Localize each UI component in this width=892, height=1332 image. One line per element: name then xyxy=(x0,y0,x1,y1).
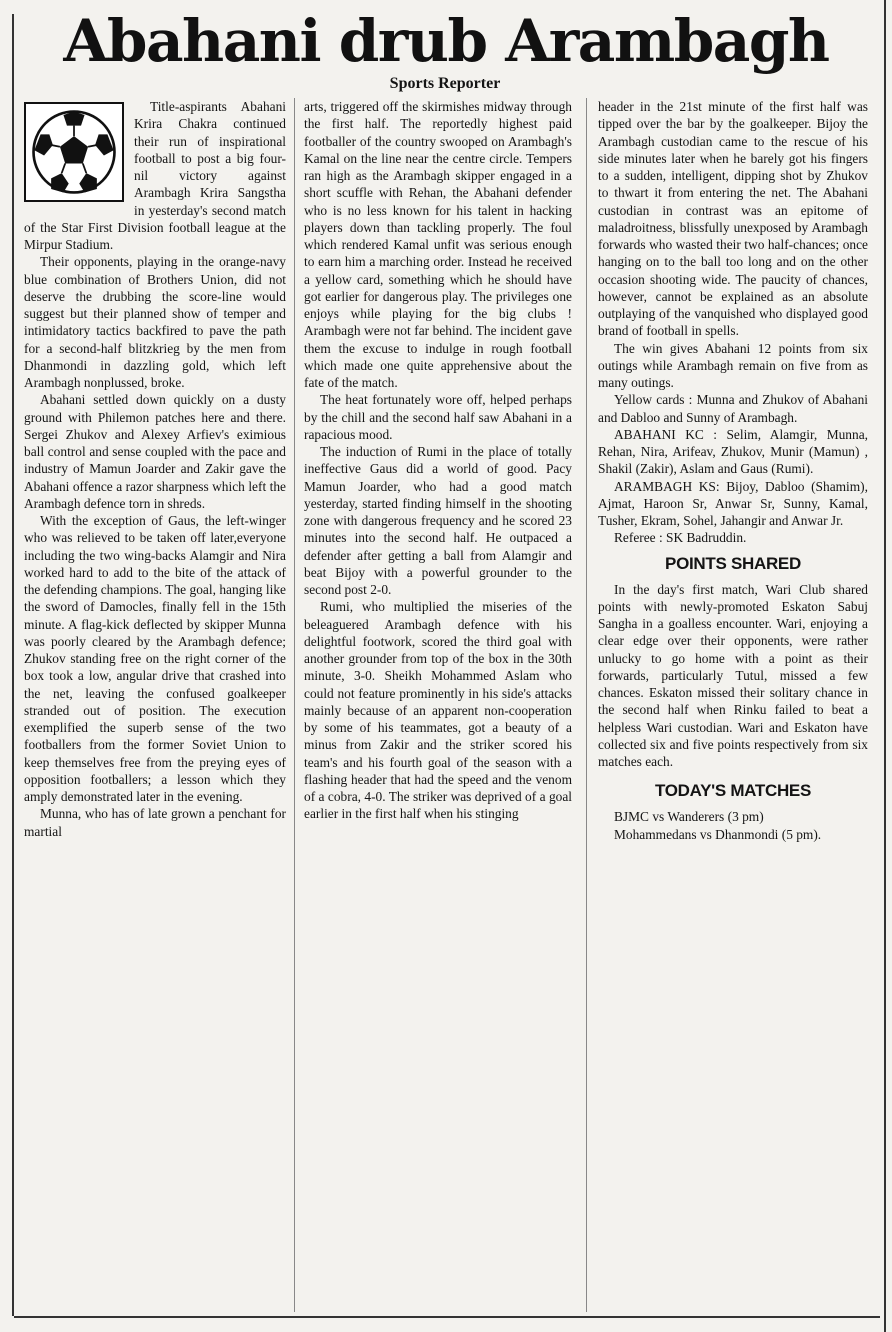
paragraph: header in the 21st minute of the first half was tipped over the bar by the goalkeeper. Bijoy the Arambagh custodian came to the rescue of his side minutes later when he barely got his fingers to a sudden, intelligent, dipping shot by Zhukov to thwart it from entering the net. The Abahani custodian in contrast was an epitome of maladroitness, blissfully unexposed by Arambagh forwards who wasted their two half-chances; once hanging on to the ball too long and on the other occasion shooting wide. The paucity of chances, however, cannot be explained as an absolute outplaying of the vanquished who displayed good brand of football in spells. xyxy=(598,99,868,339)
paragraph: Yellow cards : Munna and Zhukov of Abahani and Dabloo and Sunny of Arambagh. xyxy=(598,392,868,425)
paragraph: With the exception of Gaus, the left-winger who was relieved to be taken off later,everyone including the two wing-backs Alamgir and Nira worked hard to add to the bite of the attack of the defending champions. The goal, hanging like the sword of Damocles, finally fell in the 15th minute. A flag-kick deflected by skipper Munna was poorly cleared by the Arambagh defence; Zhukov standing free on the right corner of the box took a low, angular drive that crashed into the net, leaving the confused goalkeeper stranded out of position. The execution exemplified the superb sense of the two footballers from the former Soviet Union to keep themselves free from the preying eyes of opposition footballers; a lesson which they amply demonstrated later in the evening. xyxy=(24,513,286,804)
paragraph: The heat fortunately wore off, helped perhaps by the chill and the second half saw Abahani in a rapacious mood. xyxy=(304,392,572,442)
paragraph: Rumi, who multiplied the miseries of the beleaguered Arambagh defence with his delightful footwork, scored the third goal with another grounder from top of the box in the 30th minute, 3-0. Sheikh Mohammed Aslam who could not feature prominently in his side's attacks mainly because of an apparent non-cooperation by some of his teammates, got a beauty of a minus from Zakir and the striker scored his team's and his fourth goal of the season with a flashing header that had the speed and the venom of a cobra, 4-0. The striker was deprived of a goal earlier in the first half when his stinging xyxy=(304,599,572,822)
match-listing: BJMC vs Wanderers (3 pm) xyxy=(614,809,764,825)
column-separator xyxy=(294,98,295,1312)
article-column-3 xyxy=(598,98,868,1314)
article-column-2 xyxy=(304,98,572,1314)
paragraph: Abahani settled down quickly on a dusty ground with Philemon patches here and there. Sergei Zhukov and Alexey Arfiev's eximious ball control and sense coupled with the pace and industry of Mamun Joarder and Zakir gave the Abahani offence a razor sharpness which left the Arambagh defence torn in shreds. xyxy=(24,392,286,511)
paragraph: Their opponents, playing in the orange-navy blue combination of Brothers Union, did not deserve the drubbing the score-line would suggest but their planned show of temper and intimidatory tactics backfired to pave the path for a second-half blitzkrieg by the men from Dhanmondi in dazzling gold, which left Arambagh nonplussed, broke. xyxy=(24,254,286,390)
article-column-1 xyxy=(24,98,286,1314)
right-border-rule xyxy=(884,0,886,1332)
paragraph: In the day's first match, Wari Club shared points with newly-promoted Eskaton Sabuj Sangha in a goalless encounter. Wari, enjoying a clear edge over their opponents, were rather unlucky to go home with a point as their forwards, particularly Tutul, missed a few chances. Eskaton missed their solitary chance in the second half when Rinku failed to beat a helpless Wari custodian. Wari and Eskaton have collected six and five points respectively from six matches each. xyxy=(598,581,868,769)
paragraph: Munna, who has of late grown a penchant for martial xyxy=(24,806,286,839)
headline: Abahani drub Arambagh xyxy=(63,7,829,75)
points-shared-heading: POINTS SHARED xyxy=(665,553,801,573)
match-listing: Mohammedans vs Dhanmondi (5 pm). xyxy=(614,826,822,842)
left-border-rule xyxy=(12,14,14,1316)
paragraph: ABAHANI KC : Selim, Alamgir, Munna, Rehan, Nira, Arifeav, Zhukov, Munir (Mamun) , Shakil (Zakir), Aslam and Gaus (Rumi). xyxy=(598,426,868,477)
paragraph: Title-aspirants Abahani Krira Chakra continued their run of inspirational football to post a big four-nil victory against Arambagh Krira Sangstha in yesterday's second match of the Star First Division football league at the Mirpur Stadium. xyxy=(24,99,286,252)
paragraph: arts, triggered off the skirmishes midway through the first half. The reportedly highest paid footballer of the country swooped on Arambagh's Kamal on the line near the centre circle. Tempers ran high as the Arambagh skipper engaged in a short scuffle with Rehan, the Abahani defender who is no less known for his talent in hacking players down than tackling properly. The foul which rendered Kamal unfit was serious enough to earn him a marching order. Instead he received a yellow card, something which he should have got earlier for dangerous play. The privileges one enjoys while playing for the big clubs ! Arambagh were not far behind. The incident gave them the excuse to indulge in rough football which made one quite apprehensive about the fate of the match. xyxy=(304,99,572,390)
football-icon xyxy=(24,102,124,202)
todays-matches-heading: TODAY'S MATCHES xyxy=(654,781,812,801)
byline: Sports Reporter xyxy=(389,75,501,92)
paragraph: The win gives Abahani 12 points from six outings while Arambagh remain on five from as many outings. xyxy=(598,340,868,390)
paragraph: Referee : SK Badruddin. xyxy=(614,530,747,546)
paragraph: ARAMBAGH KS: Bijoy, Dabloo (Shamim), Ajmat, Haroon Sr, Anwar Sr, Sunny, Kamal, Tusher, Ekram, Sohel, Jahangir and Anwar Jr. xyxy=(598,478,868,528)
column-separator xyxy=(586,98,587,1312)
bottom-border-rule xyxy=(14,1316,880,1318)
paragraph: The induction of Rumi in the place of totally ineffective Gaus did a world of good. Pacy Mamun Joarder, who had a good match yesterday, started finding himself in the shooting zone with dangerous frequency and he scored 23 minutes into the second half. He outpaced a defender after getting a ball from Alamgir and beat Bijoy with a powerful grounder to the second post 2-0. xyxy=(304,444,572,597)
